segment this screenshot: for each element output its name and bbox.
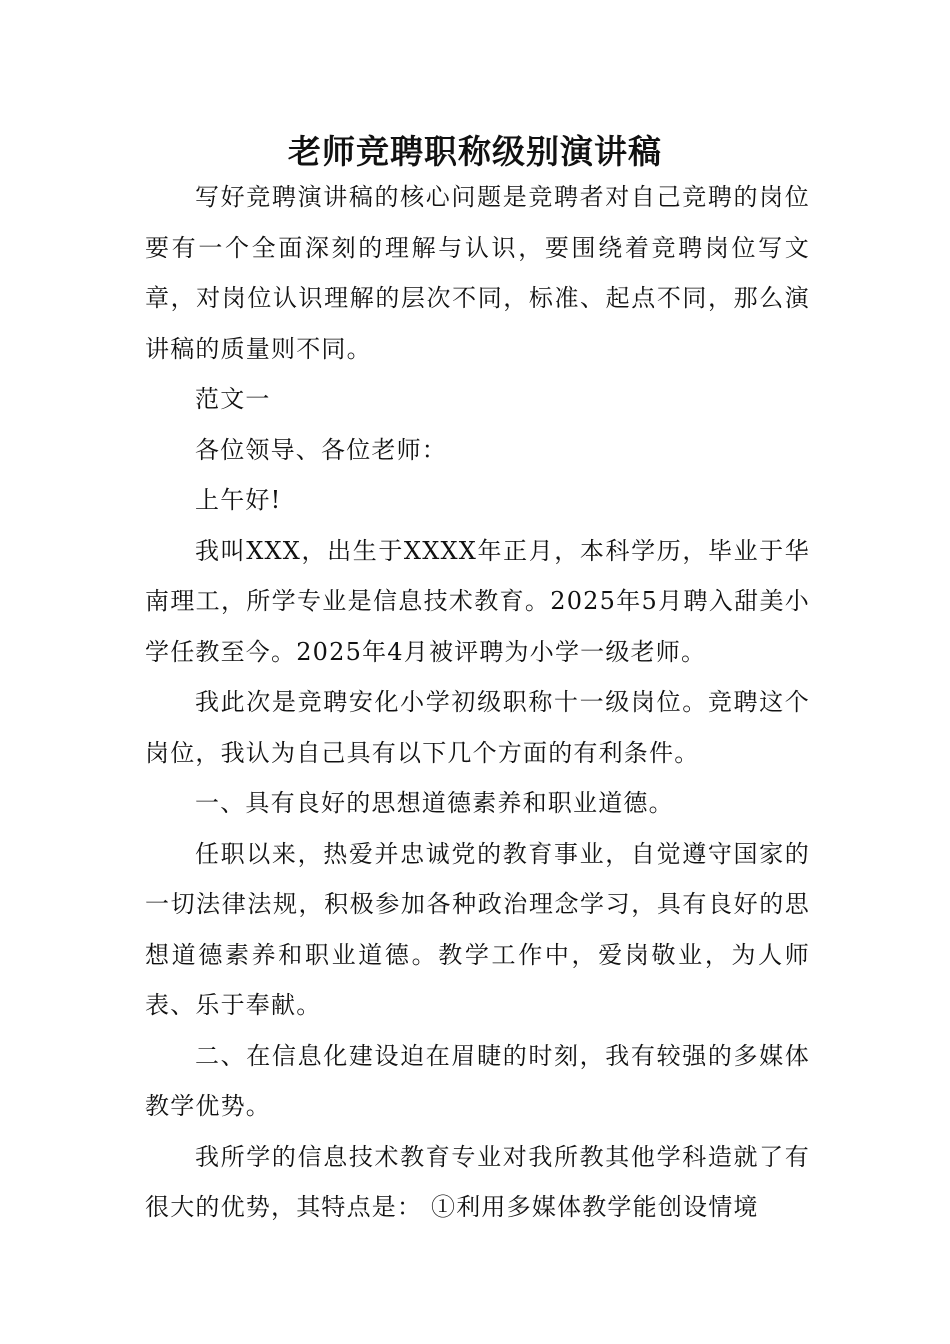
paragraph-point-one-heading: 一、具有良好的思想道德素养和职业道德。	[195, 789, 674, 817]
paragraph-sample-heading: 范文一	[195, 385, 271, 413]
paragraph-self-introduction: 我叫XXX，出生于XXXX年正月，本科学历，毕业于华南理工，所学专业是信息技术教育。2025年5月聘入甜美小学任教至今。2025年4月被评聘为小学一级老师。	[145, 536, 810, 666]
paragraph-position: 我此次是竞聘安化小学初级职称十一级岗位。竞聘这个岗位，我认为自己具有以下几个方面的有利条件。	[145, 688, 810, 767]
paragraph-point-one-body: 任职以来，热爱并忠诚党的教育事业，自觉遵守国家的一切法律法规，积极参加各种政治理念学习，具有良好的思想道德素养和职业道德。教学工作中，爱岗敬业，为人师表、乐于奉献。	[145, 839, 810, 1019]
document-title: 老师竞聘职称级别演讲稿	[288, 132, 662, 171]
document-body	[145, 172, 810, 1233]
paragraph-greeting: 上午好!	[195, 486, 282, 514]
paragraph-salutation: 各位领导、各位老师：	[195, 435, 447, 464]
paragraph-point-two-body: 我所学的信息技术教育专业对我所教其他学科造就了有很大的优势，其特点是： ①利用多媒体教学能创设情境	[145, 1142, 810, 1221]
paragraph-intro: 写好竞聘演讲稿的核心问题是竞聘者对自己竞聘的岗位要有一个全面深刻的理解与认识，要围绕着竞聘岗位写文章，对岗位认识理解的层次不同，标准、起点不同，那么演讲稿的质量则不同。	[145, 183, 810, 363]
paragraph-point-two-heading: 二、在信息化建设迫在眉睫的时刻，我有较强的多媒体教学优势。	[145, 1041, 810, 1120]
